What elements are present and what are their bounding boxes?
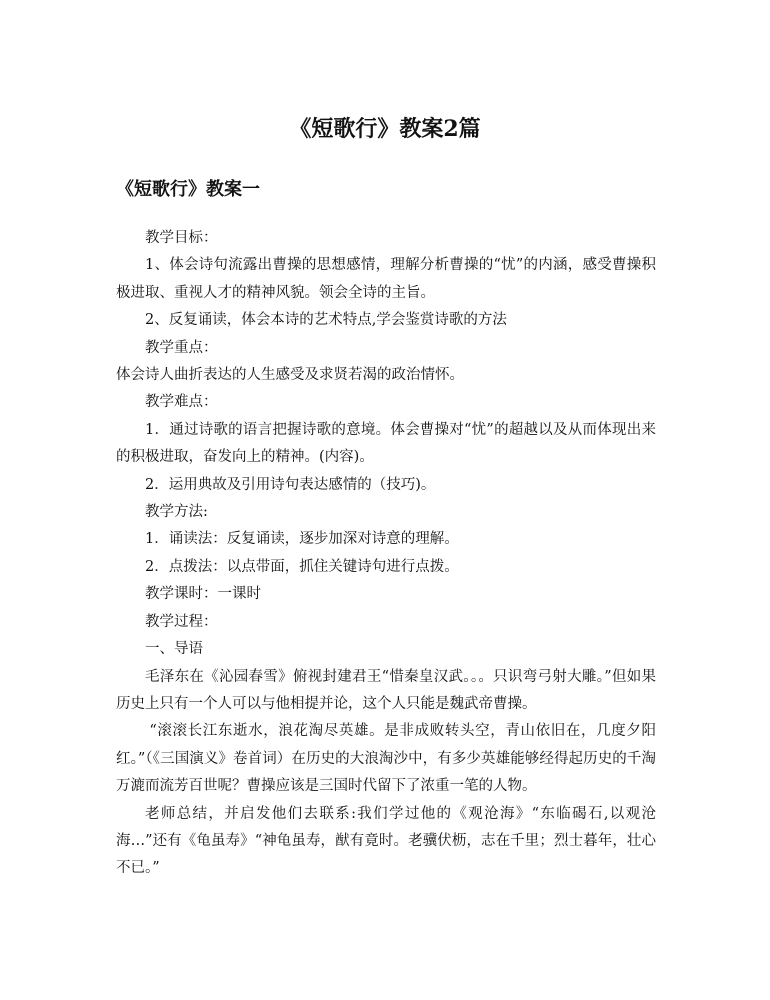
paragraph: 1．诵读法：反复诵读，逐步加深对诗意的理解。 — [145, 531, 459, 548]
paragraph: 2．运用典故及引用诗句表达感情的（技巧)。 — [145, 476, 436, 493]
paragraph: 教学方法: — [145, 504, 208, 521]
paragraph: 教学目标： — [145, 230, 218, 246]
paragraph: 1．通过诗歌的语言把握诗歌的意境。体会曹操对“忧”的超越以及从而体现出来的积极进取，奋发向上的精神。(内容)。 — [116, 421, 656, 466]
document-title: 《短歌行》教案2篇 — [289, 116, 481, 142]
paragraph: “滚滚长江东逝水，浪花淘尽英雄。是非成败转头空，青山依旧在，几度夕阳红。”（《三国演义》卷首词）在历史的大浪淘沙中，有多少英雄能够经得起历史的千淘万漉而流芳百世呢？曹操应该是三国时代留下了浓重一笔的人物。 — [116, 723, 656, 795]
paragraph: 一、导语 — [145, 641, 203, 658]
paragraph: 教学课时：一课时 — [145, 586, 261, 603]
document-body — [116, 225, 656, 883]
paragraph: 教学过程： — [145, 613, 218, 630]
paragraph: 2、反复诵读，体会本诗的艺术特点,学会鉴赏诗歌的方法 — [145, 312, 507, 329]
paragraph: 体会诗人曲折表达的人生感受及求贤若渴的政治情怀。 — [116, 367, 464, 384]
paragraph: 毛泽东在《沁园春雪》俯视封建君王“惜秦皇汉武。。。只识弯弓射大雕。”但如果历史上只有一个人可以与他相提并论，这个人只能是魏武帝曹操。 — [116, 668, 656, 712]
section-title: 《短歌行》教案一 — [116, 179, 260, 200]
paragraph: 教学重点： — [145, 339, 218, 356]
paragraph: 老师总结，并启发他们去联系:我们学过他的《观沧海》“东临碣石,以观沧海…”还有《龟虽寿》“神龟虽寿，猷有竟时。老骥伏枥，志在千里；烈士暮年，壮心不已。” — [116, 805, 656, 877]
paragraph: 2．点拨法：以点带面，抓住关键诗句进行点拨。 — [145, 558, 459, 575]
paragraph: 教学难点： — [145, 394, 218, 411]
paragraph: 1、体会诗句流露出曹操的思想感情，理解分析曹操的“忧”的内涵，感受曹操积极进取、重视人才的精神风貌。领会全诗的主旨。 — [116, 257, 656, 301]
